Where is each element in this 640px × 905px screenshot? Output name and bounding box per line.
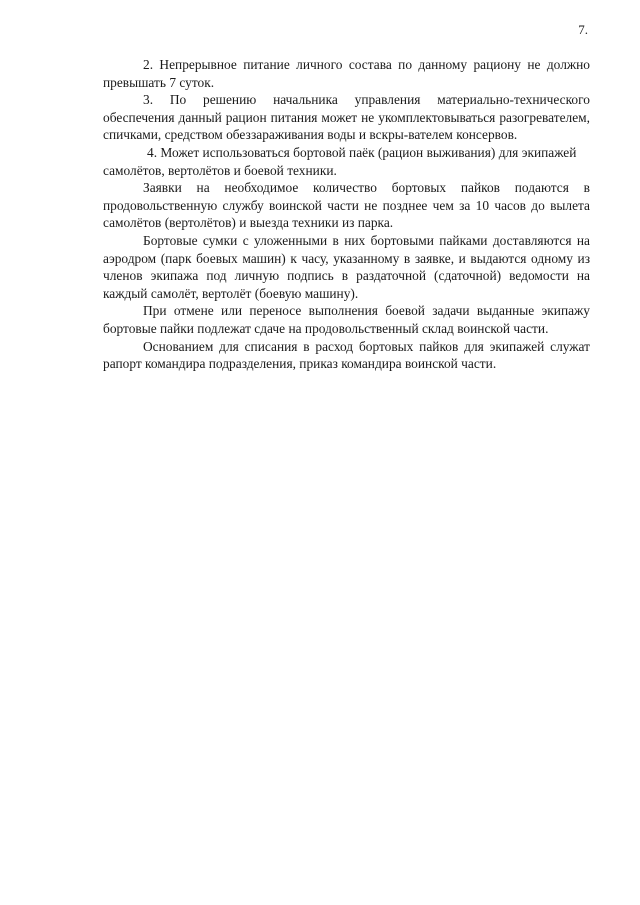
paragraph-write-off-basis: Основанием для списания в расход бортовых пайков для экипажей служат рапорт командира подразделения, приказ командира воинской части.	[103, 338, 590, 372]
paragraph-requests: Заявки на необходимое количество бортовых пайков подаются в продовольственную службу воинской части не позднее чем за 10 часов до вылета самолётов (вертолётов) и выезда техники из парка.	[103, 180, 590, 231]
document-body	[103, 56, 590, 373]
paragraph-continuous-feeding: 2. Непрерывное питание личного состава по данному рациону не должно превышать 7 суток.	[103, 57, 590, 90]
paragraph-ration-equipment: 3. По решению начальника управления материально-технического обеспечения данный рацион питания может не укомплектовываться разогревателем, спичками, средством обеззараживания воды и вскры-вателем консервов.	[103, 92, 590, 143]
page-number: 7.	[578, 22, 588, 37]
paragraph-mission-cancel: При отмене или переносе выполнения боевой задачи выданные экипажу бортовые пайки подлежат сдаче на продовольственный склад воинской части.	[103, 303, 590, 336]
paragraph-onboard-bags: Бортовые сумки с уложенными в них бортовыми пайками доставляются на аэродром (парк боевых машин) к часу, указанному в заявке, и выдаются одному из членов экипажа под личную подпись в раздаточной (сдаточной) ведомости на каждый самолёт, вертолёт (боевую машину).	[103, 232, 590, 301]
paragraph-onboard-ration: 4. Может использоваться бортовой паёк (рацион выживания) для экипажей самолётов, вертолётов и боевой техники.	[103, 144, 577, 178]
